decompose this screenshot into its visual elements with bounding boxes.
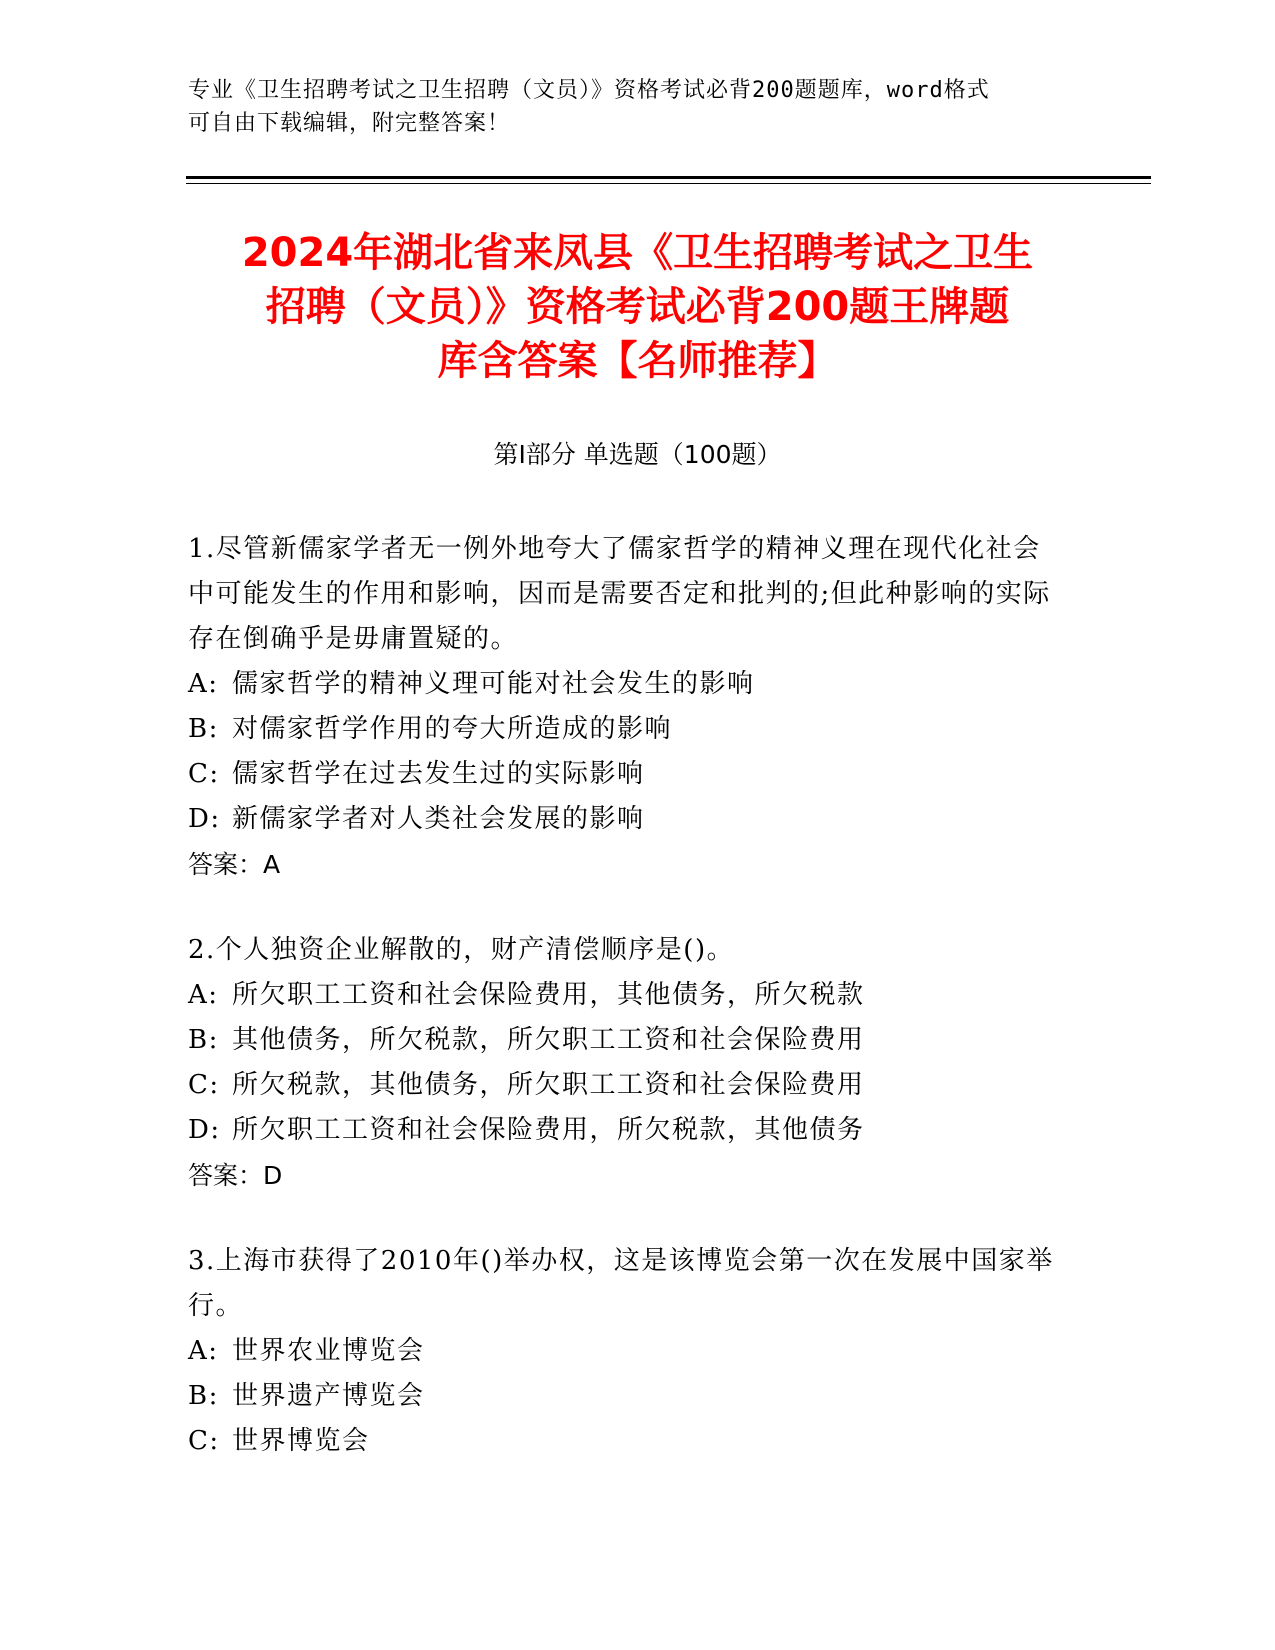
option-b <box>188 707 1068 752</box>
question-3 <box>188 1239 1068 1464</box>
option-letter: A: <box>188 1336 219 1366</box>
option-text: 新儒家学者对人类社会发展的影响 <box>232 804 645 834</box>
option-d <box>188 797 1068 842</box>
option-text: 其他债务，所欠税款，所欠职工工资和社会保险费用 <box>232 1025 865 1055</box>
option-text: 对儒家哲学作用的夸大所造成的影响 <box>232 714 673 744</box>
option-letter: C: <box>188 759 220 789</box>
option-a <box>188 662 1068 707</box>
header-rule-thick <box>186 176 1151 179</box>
option-letter: D: <box>188 1115 221 1145</box>
option-text: 世界农业博览会 <box>232 1336 425 1366</box>
option-c <box>188 1063 1068 1108</box>
title-line-3: 库含答案【名师推荐】 <box>437 338 838 384</box>
option-c <box>188 1419 1068 1464</box>
title-line-2: 招聘（文员）》资格考试必背200题王牌题 <box>265 284 1010 330</box>
option-letter: A: <box>188 980 219 1010</box>
option-letter: B: <box>188 1025 219 1055</box>
question-2 <box>188 928 1068 1199</box>
question-list <box>188 527 1068 1504</box>
question-stem: 1.尽管新儒家学者无一例外地夸大了儒家哲学的精神义理在现代化社会中可能发生的作用和影响，因而是需要否定和批判的;但此种影响的实际存在倒确乎是毋庸置疑的。 <box>188 534 1051 654</box>
option-letter: C: <box>188 1426 220 1456</box>
title-line-1: 2024年湖北省来凤县《卫生招聘考试之卫生 <box>241 230 1034 276</box>
question-stem: 3.上海市获得了2010年()举办权，这是该博览会第一次在发展中国家举行。 <box>188 1246 1054 1321</box>
option-a <box>188 1329 1068 1374</box>
option-b <box>188 1374 1068 1419</box>
option-d <box>188 1108 1068 1153</box>
answer-key: 答案：A <box>188 850 281 879</box>
answer-key: 答案：D <box>188 1161 283 1190</box>
option-letter: C: <box>188 1070 220 1100</box>
option-b <box>188 1018 1068 1063</box>
option-letter: B: <box>188 714 219 744</box>
option-c <box>188 752 1068 797</box>
question-stem: 2.个人独资企业解散的，财产清偿顺序是()。 <box>188 935 735 965</box>
option-text: 儒家哲学的精神义理可能对社会发生的影响 <box>232 669 755 699</box>
option-text: 儒家哲学在过去发生过的实际影响 <box>232 759 645 789</box>
document-title <box>150 226 1125 388</box>
option-text: 世界遗产博览会 <box>232 1381 425 1411</box>
option-text: 所欠职工工资和社会保险费用，所欠税款，其他债务 <box>232 1115 865 1145</box>
option-letter: A: <box>188 669 219 699</box>
option-letter: B: <box>188 1381 219 1411</box>
option-text: 所欠税款，其他债务，所欠职工工资和社会保险费用 <box>232 1070 865 1100</box>
option-text: 所欠职工工资和社会保险费用，其他债务，所欠税款 <box>232 980 865 1010</box>
option-a <box>188 973 1068 1018</box>
option-letter: D: <box>188 804 221 834</box>
header-note-line-2: 可自由下载编辑，附完整答案！ <box>188 111 511 136</box>
document-header-note <box>188 74 1068 140</box>
question-1 <box>188 527 1068 888</box>
header-rule-thin <box>186 183 1151 184</box>
header-note-line-1: 专业《卫生招聘考试之卫生招聘（文员）》资格考试必背200题题库，word格式 <box>188 78 990 103</box>
option-text: 世界博览会 <box>232 1426 370 1456</box>
section-heading: 第Ⅰ部分 单选题（100题） <box>493 440 782 469</box>
